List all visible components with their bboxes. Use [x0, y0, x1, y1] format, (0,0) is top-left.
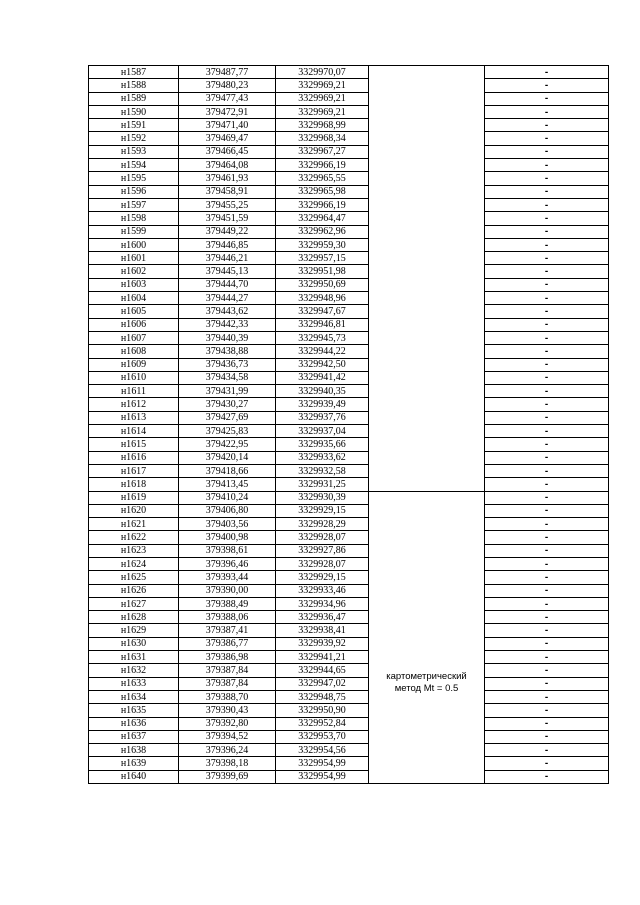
value-cell: -: [485, 238, 609, 251]
x-coordinate-cell: 379458,91: [179, 185, 276, 198]
value-cell: -: [485, 637, 609, 650]
x-coordinate-cell: 379442,33: [179, 318, 276, 331]
x-coordinate-cell: 379398,18: [179, 757, 276, 770]
table-row: [89, 571, 609, 584]
point-cell: н1617: [89, 464, 179, 477]
y-coordinate-cell: 3329928,07: [276, 531, 369, 544]
x-coordinate-cell: 379451,59: [179, 212, 276, 225]
y-coordinate-cell: 3329928,07: [276, 557, 369, 570]
value-cell: -: [485, 172, 609, 185]
table-row: [89, 438, 609, 451]
value-cell: -: [485, 704, 609, 717]
point-cell: н1612: [89, 398, 179, 411]
value-cell: -: [485, 79, 609, 92]
x-coordinate-cell: 379387,41: [179, 624, 276, 637]
point-cell: н1615: [89, 438, 179, 451]
table-row: [89, 597, 609, 610]
table-row: [89, 119, 609, 132]
y-coordinate-cell: 3329937,04: [276, 425, 369, 438]
y-coordinate-cell: 3329940,35: [276, 385, 369, 398]
method-cell: [369, 491, 485, 784]
y-coordinate-cell: 3329965,55: [276, 172, 369, 185]
point-cell: н1636: [89, 717, 179, 730]
table-row: [89, 531, 609, 544]
y-coordinate-cell: 3329939,92: [276, 637, 369, 650]
value-cell: -: [485, 185, 609, 198]
y-coordinate-cell: 3329966,19: [276, 198, 369, 211]
value-cell: -: [485, 425, 609, 438]
x-coordinate-cell: 379440,39: [179, 331, 276, 344]
point-cell: н1604: [89, 292, 179, 305]
table-row: [89, 770, 609, 783]
table-row: [89, 318, 609, 331]
table-row: [89, 584, 609, 597]
x-coordinate-cell: 379422,95: [179, 438, 276, 451]
table-row: [89, 544, 609, 557]
value-cell: -: [485, 531, 609, 544]
value-cell: -: [485, 677, 609, 690]
y-coordinate-cell: 3329948,75: [276, 690, 369, 703]
table-row: [89, 92, 609, 105]
point-cell: н1611: [89, 385, 179, 398]
y-coordinate-cell: 3329933,46: [276, 584, 369, 597]
y-coordinate-cell: 3329933,62: [276, 451, 369, 464]
value-cell: -: [485, 252, 609, 265]
table-row: [89, 238, 609, 251]
table-row: [89, 252, 609, 265]
value-cell: -: [485, 464, 609, 477]
y-coordinate-cell: 3329931,25: [276, 478, 369, 491]
point-cell: н1594: [89, 159, 179, 172]
table-row: [89, 145, 609, 158]
x-coordinate-cell: 379430,27: [179, 398, 276, 411]
value-cell: -: [485, 212, 609, 225]
method-text: картометрический метод Mt = 0.5: [386, 671, 467, 695]
value-cell: -: [485, 385, 609, 398]
point-cell: н1592: [89, 132, 179, 145]
y-coordinate-cell: 3329953,70: [276, 730, 369, 743]
value-cell: -: [485, 92, 609, 105]
value-cell: -: [485, 518, 609, 531]
y-coordinate-cell: 3329929,15: [276, 571, 369, 584]
table-row: [89, 704, 609, 717]
y-coordinate-cell: 3329951,98: [276, 265, 369, 278]
y-coordinate-cell: 3329964,47: [276, 212, 369, 225]
table-row: [89, 105, 609, 118]
point-cell: н1620: [89, 504, 179, 517]
point-cell: н1629: [89, 624, 179, 637]
table-row: [89, 677, 609, 690]
x-coordinate-cell: 379410,24: [179, 491, 276, 504]
point-cell: н1628: [89, 611, 179, 624]
table-row: [89, 744, 609, 757]
y-coordinate-cell: 3329946,81: [276, 318, 369, 331]
y-coordinate-cell: 3329944,22: [276, 345, 369, 358]
x-coordinate-cell: 379449,22: [179, 225, 276, 238]
value-cell: -: [485, 438, 609, 451]
y-coordinate-cell: 3329954,56: [276, 744, 369, 757]
y-coordinate-cell: 3329937,76: [276, 411, 369, 424]
point-cell: н1605: [89, 305, 179, 318]
y-coordinate-cell: 3329968,34: [276, 132, 369, 145]
table-row: [89, 358, 609, 371]
table-row: [89, 557, 609, 570]
y-coordinate-cell: 3329947,02: [276, 677, 369, 690]
value-cell: -: [485, 345, 609, 358]
x-coordinate-cell: 379472,91: [179, 105, 276, 118]
x-coordinate-cell: 379446,85: [179, 238, 276, 251]
value-cell: -: [485, 318, 609, 331]
x-coordinate-cell: 379477,43: [179, 92, 276, 105]
value-cell: -: [485, 66, 609, 79]
point-cell: н1590: [89, 105, 179, 118]
y-coordinate-cell: 3329927,86: [276, 544, 369, 557]
value-cell: -: [485, 305, 609, 318]
x-coordinate-cell: 379387,84: [179, 664, 276, 677]
x-coordinate-cell: 379400,98: [179, 531, 276, 544]
table-row: [89, 624, 609, 637]
y-coordinate-cell: 3329966,19: [276, 159, 369, 172]
value-cell: -: [485, 331, 609, 344]
point-cell: н1587: [89, 66, 179, 79]
value-cell: -: [485, 398, 609, 411]
y-coordinate-cell: 3329957,15: [276, 252, 369, 265]
value-cell: -: [485, 225, 609, 238]
value-cell: -: [485, 451, 609, 464]
x-coordinate-cell: 379427,69: [179, 411, 276, 424]
y-coordinate-cell: 3329932,58: [276, 464, 369, 477]
table-row: [89, 132, 609, 145]
point-cell: н1613: [89, 411, 179, 424]
point-cell: н1632: [89, 664, 179, 677]
value-cell: -: [485, 651, 609, 664]
value-cell: -: [485, 478, 609, 491]
table-row: [89, 172, 609, 185]
point-cell: н1638: [89, 744, 179, 757]
point-cell: н1607: [89, 331, 179, 344]
point-cell: н1634: [89, 690, 179, 703]
y-coordinate-cell: 3329939,49: [276, 398, 369, 411]
table-row: [89, 611, 609, 624]
y-coordinate-cell: 3329941,21: [276, 651, 369, 664]
point-cell: н1608: [89, 345, 179, 358]
y-coordinate-cell: 3329967,27: [276, 145, 369, 158]
x-coordinate-cell: 379443,62: [179, 305, 276, 318]
table-row: [89, 198, 609, 211]
x-coordinate-cell: 379390,43: [179, 704, 276, 717]
value-cell: -: [485, 491, 609, 504]
table-row: [89, 425, 609, 438]
x-coordinate-cell: 379446,21: [179, 252, 276, 265]
y-coordinate-cell: 3329944,65: [276, 664, 369, 677]
x-coordinate-cell: 379394,52: [179, 730, 276, 743]
x-coordinate-cell: 379469,47: [179, 132, 276, 145]
value-cell: -: [485, 159, 609, 172]
point-cell: н1588: [89, 79, 179, 92]
value-cell: -: [485, 198, 609, 211]
x-coordinate-cell: 379425,83: [179, 425, 276, 438]
table-row: [89, 185, 609, 198]
table-row: [89, 212, 609, 225]
table-body: [89, 66, 609, 784]
point-cell: н1637: [89, 730, 179, 743]
x-coordinate-cell: 379406,80: [179, 504, 276, 517]
x-coordinate-cell: 379464,08: [179, 159, 276, 172]
value-cell: -: [485, 105, 609, 118]
table-row: [89, 305, 609, 318]
x-coordinate-cell: 379396,46: [179, 557, 276, 570]
value-cell: -: [485, 690, 609, 703]
point-cell: н1589: [89, 92, 179, 105]
table-row: [89, 664, 609, 677]
x-coordinate-cell: 379444,70: [179, 278, 276, 291]
x-coordinate-cell: 379438,88: [179, 345, 276, 358]
point-cell: н1635: [89, 704, 179, 717]
x-coordinate-cell: 379461,93: [179, 172, 276, 185]
value-cell: -: [485, 730, 609, 743]
value-cell: -: [485, 624, 609, 637]
point-cell: н1640: [89, 770, 179, 783]
y-coordinate-cell: 3329969,21: [276, 79, 369, 92]
y-coordinate-cell: 3329929,15: [276, 504, 369, 517]
x-coordinate-cell: 379480,23: [179, 79, 276, 92]
value-cell: -: [485, 504, 609, 517]
x-coordinate-cell: 379420,14: [179, 451, 276, 464]
y-coordinate-cell: 3329942,50: [276, 358, 369, 371]
x-coordinate-cell: 379455,25: [179, 198, 276, 211]
y-coordinate-cell: 3329938,41: [276, 624, 369, 637]
y-coordinate-cell: 3329965,98: [276, 185, 369, 198]
point-cell: н1606: [89, 318, 179, 331]
table-row: [89, 690, 609, 703]
point-cell: н1616: [89, 451, 179, 464]
x-coordinate-cell: 379403,56: [179, 518, 276, 531]
y-coordinate-cell: 3329934,96: [276, 597, 369, 610]
table-row: [89, 385, 609, 398]
point-cell: н1597: [89, 198, 179, 211]
point-cell: н1601: [89, 252, 179, 265]
y-coordinate-cell: 3329945,73: [276, 331, 369, 344]
y-coordinate-cell: 3329968,99: [276, 119, 369, 132]
table-row: [89, 345, 609, 358]
table-row: [89, 398, 609, 411]
table-row: [89, 331, 609, 344]
y-coordinate-cell: 3329962,96: [276, 225, 369, 238]
value-cell: -: [485, 292, 609, 305]
value-cell: -: [485, 265, 609, 278]
value-cell: -: [485, 611, 609, 624]
value-cell: -: [485, 371, 609, 384]
x-coordinate-cell: 379387,84: [179, 677, 276, 690]
point-cell: н1614: [89, 425, 179, 438]
point-cell: н1610: [89, 371, 179, 384]
point-cell: н1626: [89, 584, 179, 597]
table-row: [89, 491, 609, 504]
table-row: [89, 411, 609, 424]
point-cell: н1596: [89, 185, 179, 198]
y-coordinate-cell: 3329950,69: [276, 278, 369, 291]
x-coordinate-cell: 379388,70: [179, 690, 276, 703]
table-row: [89, 451, 609, 464]
point-cell: н1631: [89, 651, 179, 664]
value-cell: -: [485, 119, 609, 132]
x-coordinate-cell: 379393,44: [179, 571, 276, 584]
value-cell: -: [485, 664, 609, 677]
value-cell: -: [485, 358, 609, 371]
x-coordinate-cell: 379392,80: [179, 717, 276, 730]
coordinates-table: [88, 65, 609, 784]
x-coordinate-cell: 379399,69: [179, 770, 276, 783]
table-row: [89, 66, 609, 79]
y-coordinate-cell: 3329935,66: [276, 438, 369, 451]
point-cell: н1591: [89, 119, 179, 132]
y-coordinate-cell: 3329954,99: [276, 757, 369, 770]
point-cell: н1627: [89, 597, 179, 610]
x-coordinate-cell: 379434,58: [179, 371, 276, 384]
value-cell: -: [485, 145, 609, 158]
x-coordinate-cell: 379398,61: [179, 544, 276, 557]
x-coordinate-cell: 379466,45: [179, 145, 276, 158]
x-coordinate-cell: 379386,77: [179, 637, 276, 650]
value-cell: -: [485, 744, 609, 757]
table-row: [89, 637, 609, 650]
value-cell: -: [485, 757, 609, 770]
y-coordinate-cell: 3329936,47: [276, 611, 369, 624]
point-cell: н1639: [89, 757, 179, 770]
point-cell: н1602: [89, 265, 179, 278]
x-coordinate-cell: 379386,98: [179, 651, 276, 664]
y-coordinate-cell: 3329969,21: [276, 92, 369, 105]
table-row: [89, 159, 609, 172]
table-row: [89, 371, 609, 384]
table-row: [89, 278, 609, 291]
value-cell: -: [485, 717, 609, 730]
x-coordinate-cell: 379444,27: [179, 292, 276, 305]
x-coordinate-cell: 379487,77: [179, 66, 276, 79]
point-cell: н1595: [89, 172, 179, 185]
value-cell: -: [485, 132, 609, 145]
value-cell: -: [485, 411, 609, 424]
point-cell: н1609: [89, 358, 179, 371]
value-cell: -: [485, 557, 609, 570]
point-cell: н1625: [89, 571, 179, 584]
point-cell: н1600: [89, 238, 179, 251]
x-coordinate-cell: 379390,00: [179, 584, 276, 597]
table-row: [89, 757, 609, 770]
y-coordinate-cell: 3329952,84: [276, 717, 369, 730]
y-coordinate-cell: 3329948,96: [276, 292, 369, 305]
y-coordinate-cell: 3329930,39: [276, 491, 369, 504]
table-row: [89, 225, 609, 238]
y-coordinate-cell: 3329959,30: [276, 238, 369, 251]
x-coordinate-cell: 379471,40: [179, 119, 276, 132]
value-cell: -: [485, 584, 609, 597]
point-cell: н1618: [89, 478, 179, 491]
x-coordinate-cell: 379388,49: [179, 597, 276, 610]
value-cell: -: [485, 278, 609, 291]
y-coordinate-cell: 3329969,21: [276, 105, 369, 118]
value-cell: -: [485, 544, 609, 557]
y-coordinate-cell: 3329941,42: [276, 371, 369, 384]
point-cell: н1619: [89, 491, 179, 504]
x-coordinate-cell: 379418,66: [179, 464, 276, 477]
y-coordinate-cell: 3329954,99: [276, 770, 369, 783]
table-row: [89, 504, 609, 517]
value-cell: -: [485, 770, 609, 783]
y-coordinate-cell: 3329970,07: [276, 66, 369, 79]
table-row: [89, 518, 609, 531]
point-cell: н1622: [89, 531, 179, 544]
x-coordinate-cell: 379413,45: [179, 478, 276, 491]
table-row: [89, 651, 609, 664]
table-row: [89, 730, 609, 743]
point-cell: н1623: [89, 544, 179, 557]
x-coordinate-cell: 379445,13: [179, 265, 276, 278]
point-cell: н1621: [89, 518, 179, 531]
point-cell: н1603: [89, 278, 179, 291]
value-cell: -: [485, 571, 609, 584]
point-cell: н1599: [89, 225, 179, 238]
table-row: [89, 79, 609, 92]
y-coordinate-cell: 3329928,29: [276, 518, 369, 531]
value-cell: -: [485, 597, 609, 610]
x-coordinate-cell: 379396,24: [179, 744, 276, 757]
x-coordinate-cell: 379431,99: [179, 385, 276, 398]
table-row: [89, 292, 609, 305]
table-row: [89, 265, 609, 278]
point-cell: н1633: [89, 677, 179, 690]
y-coordinate-cell: 3329947,67: [276, 305, 369, 318]
method-cell: [369, 66, 485, 492]
x-coordinate-cell: 379436,73: [179, 358, 276, 371]
table-row: [89, 717, 609, 730]
y-coordinate-cell: 3329950,90: [276, 704, 369, 717]
table-row: [89, 478, 609, 491]
point-cell: н1624: [89, 557, 179, 570]
x-coordinate-cell: 379388,06: [179, 611, 276, 624]
point-cell: н1593: [89, 145, 179, 158]
point-cell: н1598: [89, 212, 179, 225]
point-cell: н1630: [89, 637, 179, 650]
table-row: [89, 464, 609, 477]
